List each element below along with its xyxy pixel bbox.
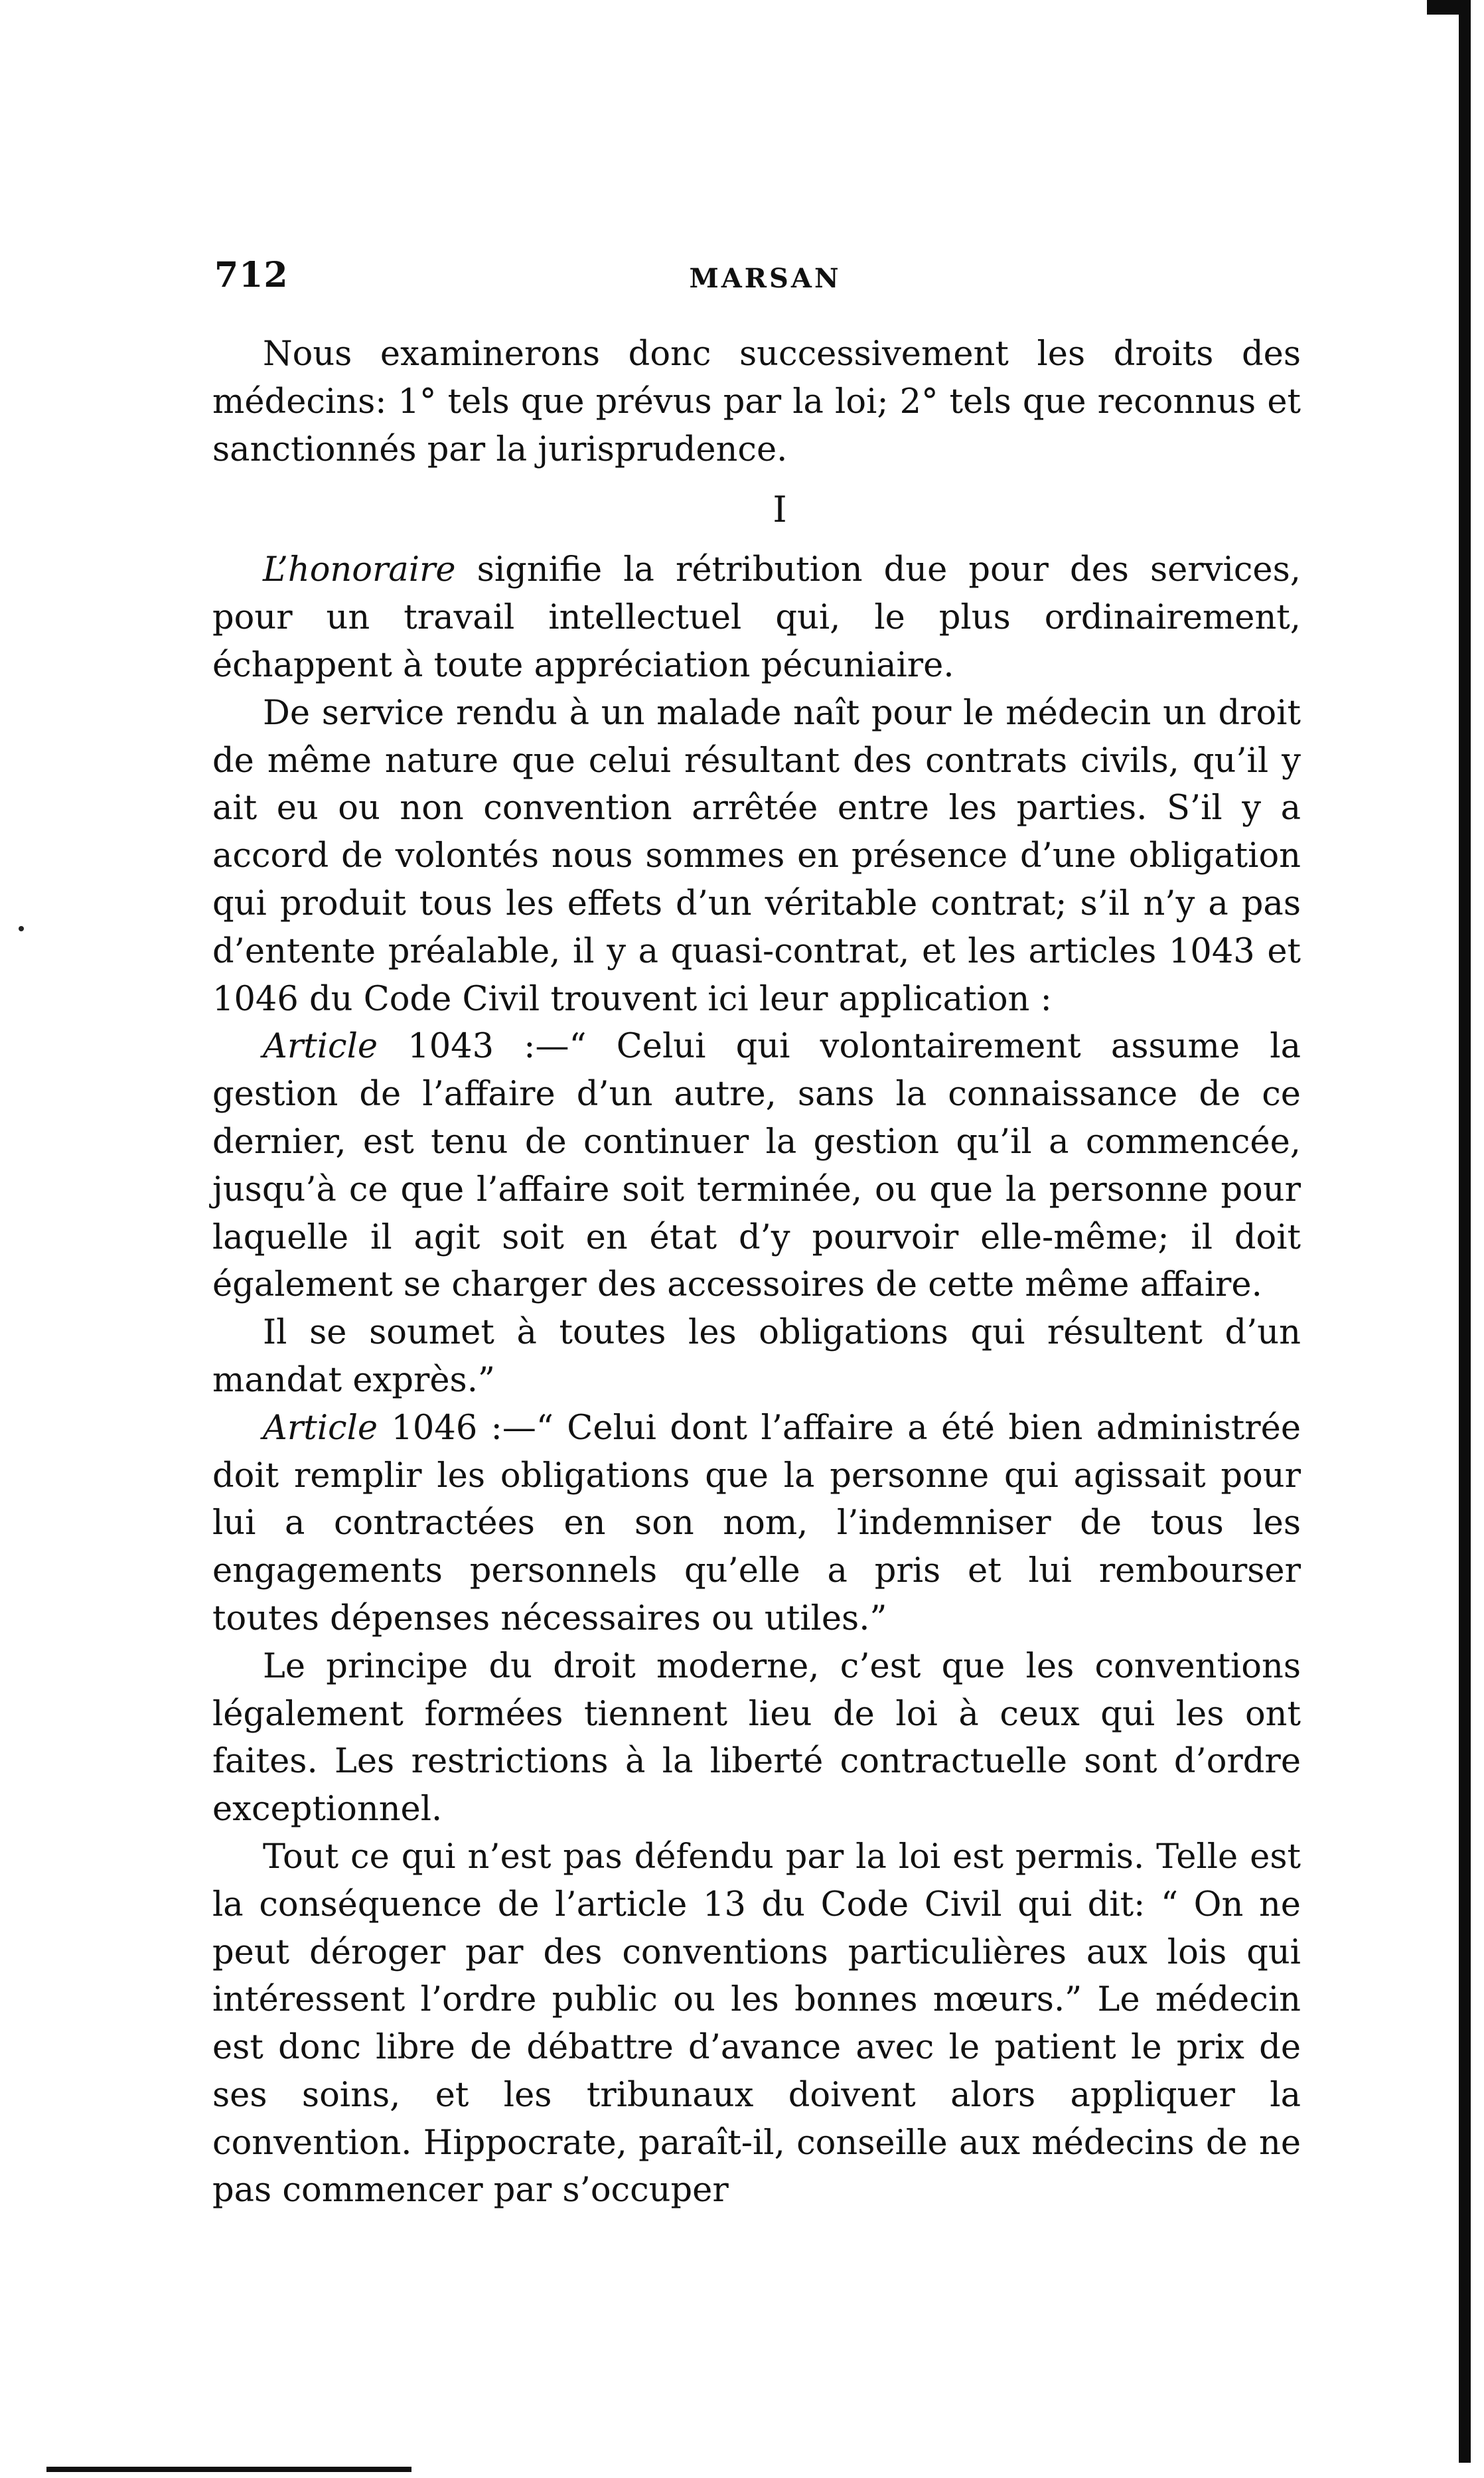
- article-label: Article: [263, 1027, 378, 1067]
- page-edge-rule: [1459, 13, 1471, 2463]
- paragraph-text: 1043 :—“ Celui qui volontairement assume la gestion de l’affaire d’un autre, sans la connaissance de ce dernier, est tenu de continuer la gestion qu’il a commencée, jusqu’à ce que l’affaire soit terminée, ou que la personne pour laquelle il agit soit en état d’y pourvoir elle-même; il doit également se charger des accessoires de cette même affaire.: [212, 1027, 1301, 1305]
- bottom-edge-rule: [46, 2467, 411, 2472]
- paragraph: De service rendu à un malade naît pour le médecin un droit de même nature que celui résultant des contrats civils, qu’il y ait eu ou non convention arrêtée entre les parties. S’il y a accord de volontés nous sommes en présence d’une obligation qui produit tous les effets d’un véritable contrat; s’il n’y a pas d’entente préalable, il y a quasi-contrat, et les articles 1043 et 1046 du Code Civil trouvent ici leur application :: [212, 693, 1301, 1019]
- paragraph: Le principe du droit moderne, c’est que les conventions légalement formées tiennent lieu de loi à ceux qui les ont faites. Les restrictions à la liberté contractuelle sont d’ordre exceptionnel.: [212, 1646, 1301, 1829]
- paragraph: [212, 1405, 1301, 1643]
- running-head: MARSAN: [689, 263, 842, 294]
- article-label: Article: [263, 1408, 378, 1448]
- paragraph: Tout ce qui n’est pas défendu par la loi est permis. Telle est la conséquence de l’article 13 du Code Civil qui dit: “ On ne peut déroger par des conventions particulières aux lois qui intéressent l’ordre public ou les bonnes mœurs.” Le médecin est donc libre de débattre d’avance avec le patient le prix de ses soins, et les tribunaux doivent alors appliquer la convention. Hippocrate, paraît-il, conseille aux médecins de ne pas commencer par s’occuper: [212, 1837, 1301, 2210]
- italic-term: L’honoraire: [263, 550, 456, 590]
- paragraph-text: signifie la rétribution due pour des services, pour un travail intellectuel qui, le plus ordinairement, échappent à toute appréciation pécuniaire.: [212, 550, 1301, 685]
- paragraph: Il se soumet à toutes les obligations qui résultent d’un mandat exprès.”: [212, 1313, 1301, 1400]
- page-body: [212, 331, 1301, 2214]
- paragraph-text: 1046 :—“ Celui dont l’affaire a été bien administrée doit remplir les obligations que la personne qui agissait pour lui a contractées en son nom, l’indemniser de tous les engagements personnels qu’elle a pris et lui rembourser toutes dépenses nécessaires ou utiles.”: [212, 1408, 1301, 1638]
- paragraph: [212, 546, 1301, 689]
- page-edge-top-mark: [1427, 0, 1471, 15]
- paragraph: Nous examinerons donc successivement les droits des médecins: 1° tels que prévus par la loi; 2° tels que reconnus et sanctionnés par la jurisprudence.: [212, 335, 1301, 469]
- paragraph: [212, 1023, 1301, 1309]
- page-number: 712: [214, 255, 289, 295]
- margin-speck: [19, 926, 24, 931]
- section-heading: I: [773, 489, 787, 531]
